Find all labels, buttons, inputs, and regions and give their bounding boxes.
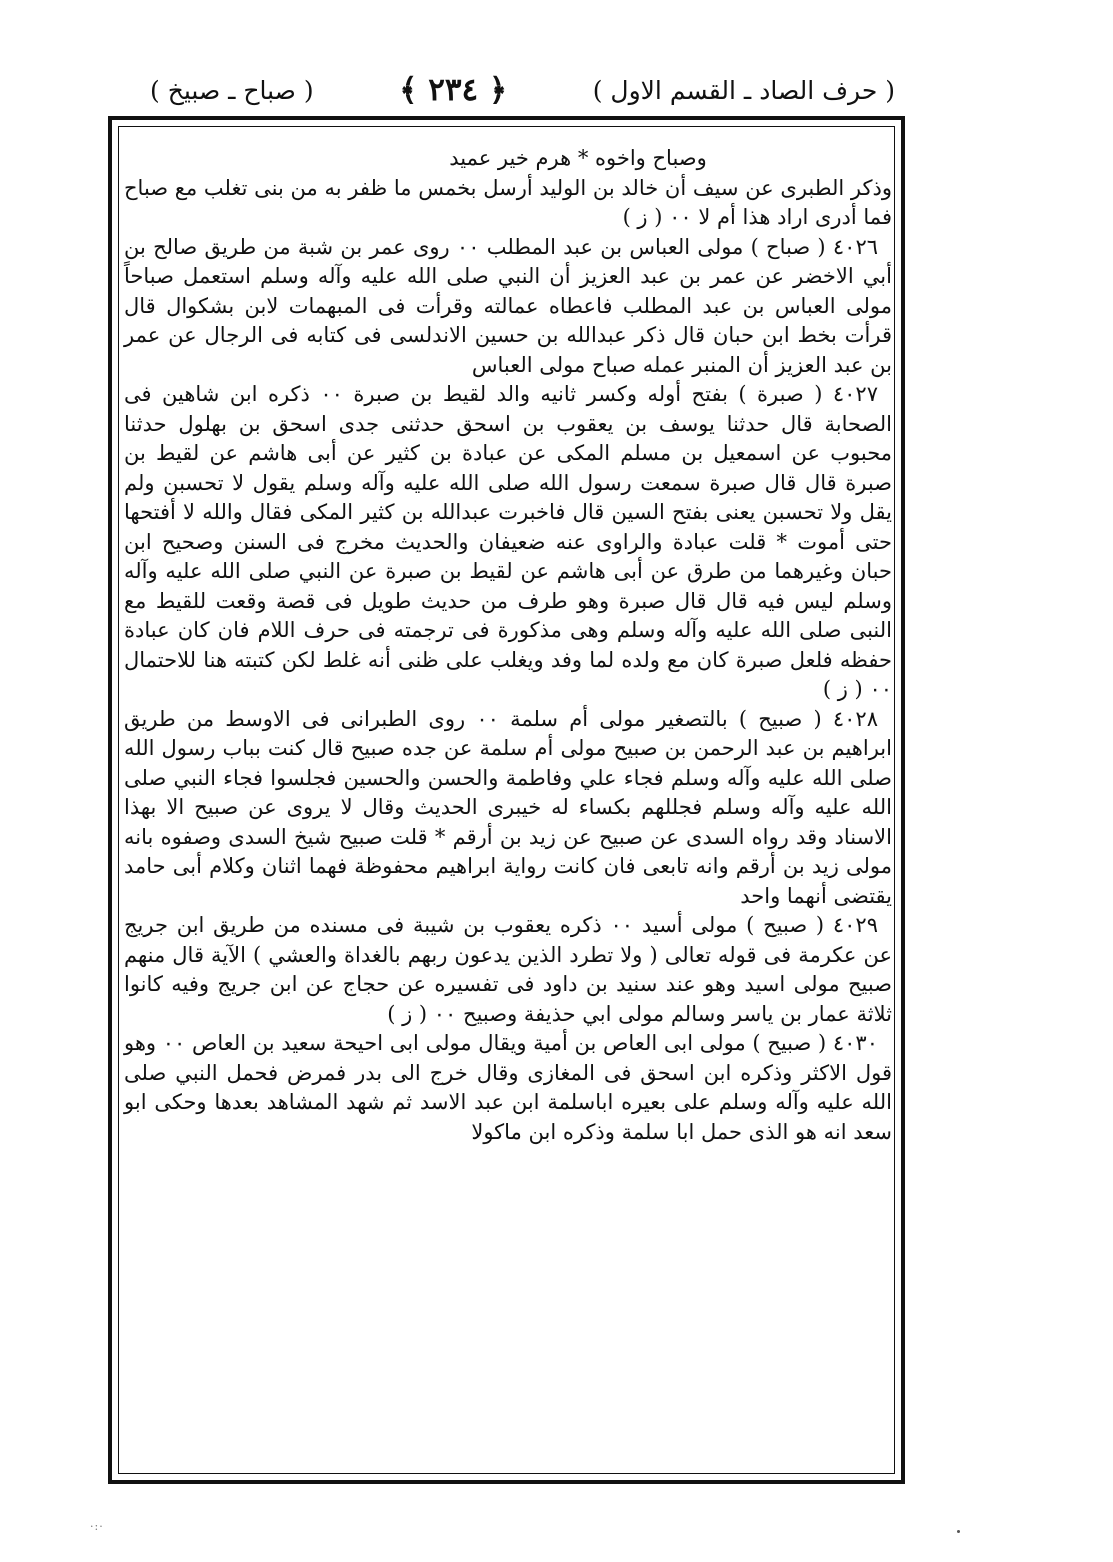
header-section-title: ( حرف الصاد ـ القسم الاول ) [592,75,895,105]
entry-4028: ٤٠٢٨ ( صبيح ) بالتصغير مولى أم سلمة ٠٠ روى الطبرانى فى الاوسط من طريق ابراهيم بن عبد الرحمن بن صبيح مولى أم سلمة عن جده صبيح قال كنت بباب رسول الله صلى الله عليه وآله وسلم فجاء علي وفاطمة والحسن والحسين فجلسوا فجاء النبي صلى الله عليه وآله وسلم فجللهم بكساء له خيبرى الحديث وقال لا يروى عن صبيح الا بهذا الاسناد وقد رواه السدى عن صبيح عن زيد بن أرقم * قلت صبيح شيخ السدى وصفوه بانه مولى زيد بن أرقم وانه تابعى فان كانت رواية ابراهيم محفوظة فهما اثنان وكلام أبى حامد يقتضى أنهما واحد [124,706,892,908]
page-text [124,144,892,1147]
page-number: ﴿ ٢٣٤ ﴾ [399,72,508,108]
paragraph: وذكر الطبرى عن سيف أن خالد بن الوليد أرسل بخمس ما ظفر به من بنى تغلب مع صباح فما أدرى اراد هذا أم لا ٠٠ ( ز ) [124,175,892,229]
running-header [150,70,895,110]
header-entry-range: ( صباح ـ صبيخ ) [150,75,314,105]
scan-dot [957,1530,960,1533]
entry-4030: ٤٠٣٠ ( صبيح ) مولى ابى العاص بن أمية ويقال مولى ابى احيحة سعيد بن العاص ٠٠ وهو قول الاكثر وذكره ابن اسحق فى المغازى وقال خرج الى بدر فمرض فحمل النبي صلى الله عليه وآله وسلم على بعيره اباسلمة ابن عبد الاسد ثم شهد المشاهد بعدها وحكى ابو سعد انه هو الذى حمل ابا سلمة وذكره ابن ماكولا [123,1031,892,1144]
entry-4026: ٤٠٢٦ ( صباح ) مولى العباس بن عبد المطلب ٠٠ روى عمر بن شبة من طريق صالح بن أبي الاخضر عن عمر بن عبد العزيز أن النبي صلى الله عليه وآله وسلم استعمل صباحاً مولى العباس بن عبد المطلب فاعطاه عمالته وقرأت فى المبهمات لابن بشكوال قال قرأت بخط ابن حبان قال ذكر عبدالله بن حسين الاندلسى فى كتابه فى الرجال عن عمر بن عبد العزيز أن المنبر عمله صباح مولى العباس [124,234,892,377]
verse-line: وصباح واخوه * هرم خير عميد [449,146,707,170]
entry-4027: ٤٠٢٧ ( صبرة ) بفتح أوله وكسر ثانيه والد لقيط بن صبرة ٠٠ ذكره ابن شاهين فى الصحابة قال حدثنا يوسف بن يعقوب بن اسحق حدثنى جدى اسحق بن بهلول حدثنا محبوب عن اسمعيل بن مسلم المكى عن عبادة بن كثير عن أبى هاشم عن لقيط بن صبرة قال قال صبرة سمعت رسول الله صلى الله عليه وآله وسلم يقول لا تحسبن ولم يقل ولا تحسبن يعنى بفتح السين قال فاخبرت عبدالله بن كثير المكى فقال والله لا أفتحها حتى أموت * قلت عبادة والراوى عنه ضعيفان والحديث مخرج فى السنن وصحيح ابن حبان وغيرهما من طرق عن أبى هاشم عن لقيط بن صبرة عن النبي صلى الله عليه وآله وسلم ليس فيه قال قال صبرة وهو طرف من حديث طويل فى قصة وقعت للقيط مع النبى صلى الله عليه وآله وسلم وهى مذكورة فى ترجمته فى حرف اللام فان كان عبادة حفظه فلعل صبرة كان مع ولده لما وفد ويغلب على ظنى أنه غلط لكن كتبته هنا للاحتمال ٠٠ ( ز ) [124,382,892,701]
scan-speckle: ·:· [90,1520,104,1533]
entry-4029: ٤٠٢٩ ( صبيح ) مولى أسيد ٠٠ ذكره يعقوب بن شيبة فى مسنده من طريق ابن جريج عن عكرمة فى قوله تعالى ( ولا تطرد الذين يدعون ربهم بالغداة والعشي ) الآية قال منهم صبيح مولى اسيد وهو عند سنيد بن داود فى تفسيره عن حجاج عن ابن جريج وفيه كانوا ثلاثة عمار بن ياسر وسالم مولى ابي حذيفة وصبيح ٠٠ ( ز ) [124,913,892,1026]
